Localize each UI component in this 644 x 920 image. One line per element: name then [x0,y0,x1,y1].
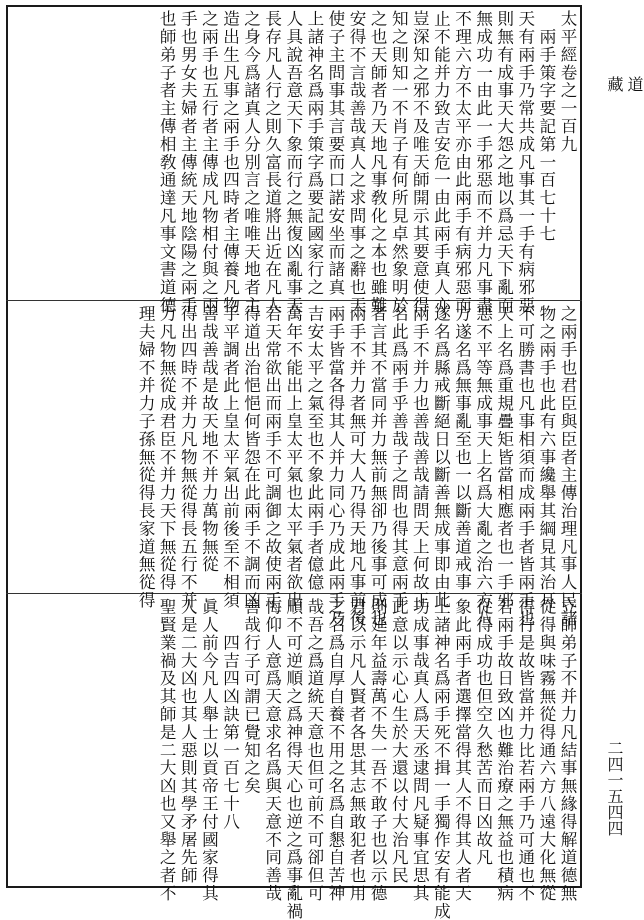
text-column: 手也男女夫婦者主傳統天地陰陽之兩手 [178,10,198,315]
text-column: 兩手皆當各得其人并力同心乃成此兩手乃 [325,305,345,628]
text-column: 不可勝書也凡事相須而成兩手者皆兩手也 [515,305,535,628]
text-column: 君以示凡人賢者各思其志無敢犯者也用 [347,598,367,903]
text-column: 若天常欲出而兩手不可調御之故使兩手 [262,305,282,610]
text-column: 悔仰人意爲天意求名爲與天意不同善哉 [262,598,282,903]
text-column: 得行是故皆當并力比若兩手乃可通也不 [515,598,535,903]
text-column: 若兩手故日致凶也難治療之無益也積病 [494,598,514,903]
text-column: 兩手不并力者無可大人乃得天地凡事前後 [347,305,367,628]
margin-title [604,76,644,111]
text-column: 者言其不當同并力無前無卻乃後事可成也 [368,305,388,628]
text-column: 聖賢業禍及其師是二大凶也又舉之者不 [157,598,177,903]
text-column: 立師弟子不并力凡結事無緣得解道德無 [558,598,577,903]
text-column: 人是二大凶也其人惡則其學矛屠先師 [178,598,198,885]
text-column: 知之則知一不肖子有何所見卓然象明於 [389,10,409,315]
text-column: 不理六方不太平亦由此兩手有病邪惡而 [452,10,472,315]
text-column: 遂名爲縣戒斷絕日以斷善無成事即由此 [431,305,451,610]
text-column: 則延年益壽萬不失一吾不敢子也以示德 [368,598,388,903]
text-column: 無成功一由此一手邪惡而不并力凡事盡 [473,10,493,315]
text-column: 理夫婦不并力子孫無從得長家道無從得 [136,305,156,610]
text-column: 名此爲兩手乎善哉子之問也得其意兩手 [389,305,409,610]
text-column: 惡不平等無成事天上名爲大亂之治六方八 [473,305,493,628]
margin-title-char-2: 藏 [605,76,624,93]
text-column: 此意以示心心生於大還以付大治凡民 [389,598,409,885]
text-column: 造出生凡事之兩手也四時者主傳養凡物 [220,10,240,315]
text-column: 使子主問事其言要而口諾安坐而諸真 [325,10,345,297]
text-column: 也師弟子者主傳相敎通達凡事文書道德 [157,10,177,315]
text-column: 四吉四凶訣第一百七十八 [220,598,240,831]
text-band-lower [12,598,578,920]
text-column: 太平經卷之一百九 [558,10,577,154]
text-column: 上諸神名爲兩手死不揖一手獨作安有能成 [431,598,451,920]
text-column: 止不能并力致吉安危一由此兩手真人亦 [431,10,451,315]
text-column: 則無有成事天大怨之地以爲忌天下亂而 [494,10,514,315]
text-column: 安得不言哉善哉真人之求問事之辭也天 [347,10,367,315]
page-number: 二四一五四四 [605,740,624,836]
text-column: 之也天師者乃天地凡事敎化之本也雖難 [368,10,388,315]
text-column: 順不可逆順之爲神得天心也逆之爲事亂禍 [283,598,303,920]
text-column: 天上名爲重規疊矩皆當相應者也一手邪 [494,305,514,610]
band-columns-lower [156,598,578,920]
text-column: 物之兩手也此有六事纔舉其綱見其治耳 [536,305,556,610]
text-column: 象此兩手者選擇當得其人不得其人者天 [452,598,472,903]
text-column: 手平調者此上皇太平氣出前後至不相須 [220,305,240,610]
text-column: 之兩手也君臣與臣者主傳治理凡事人民諸 [558,305,577,628]
text-column: 吉安太平之氣至也不象此兩手者億億 [304,305,324,592]
text-column: 上諸神名爲兩手策字爲要記國家行之 [304,10,324,297]
text-column: 兩手策字要記第一百七十七 [536,10,556,243]
text-column: 從得與味霧無從得通六方八遠大化無從 [536,598,556,903]
text-column: 之名爲自厚自養不用之名爲自懇自苦神 [325,598,345,903]
margin-title-char-1: 道 [625,76,644,93]
text-column: 之身今爲諸真人分別言之唯唯天地者主 [241,10,261,315]
text-column: 眞人前今凡人舉士以貢帝王付國家得其 [199,598,219,903]
band-columns-middle [135,305,578,628]
text-column: 功成事哉真人爲天丞逮問凡疑事宜思其 [410,598,430,903]
text-column: 善哉善哉是故天地不并力萬物無從 [199,305,219,574]
text-column: 天有兩手乃常共成凡事其一手有病邪惡 [515,10,535,315]
text-column: 萬年不能出上皇太平氣也太平氣者欲出 [283,305,303,610]
text-band-middle [12,305,578,628]
text-column: 力凡物無從成君臣不并力天下無從得 [157,305,177,592]
text-column: 長存凡人行之則久富長道將出近在凡人 [262,10,282,315]
text-column: 方遂名爲無事亂至也一以斷善道戒事 [452,305,472,592]
text-column: 善哉行子可謂已覺知之矣 [241,598,261,795]
text-column: 從得成功也但空久愁苦而日凶故凡 [473,598,493,867]
text-band-upper [12,10,578,315]
text-column: 得道出治悒悒何皆怨在此兩手不調而凶 [241,305,261,610]
text-column: 得出四時不并力凡物無從得長五行不并 [178,305,198,610]
text-column: 兩手不并力也善哉善哉請問天上何故正 [410,305,430,610]
band-columns-upper [156,10,578,315]
text-column: 豈深知之邪不及唯天師開示其要意使得 [410,10,430,315]
text-column: 之兩手也五行者主傳成凡物相付與之兩 [199,10,219,315]
text-column: 哉吾之爲道統天意也但可前不可卻但可 [304,598,324,903]
text-column: 人具說吾意天下象而行之無復凶亂事天 [283,10,303,315]
